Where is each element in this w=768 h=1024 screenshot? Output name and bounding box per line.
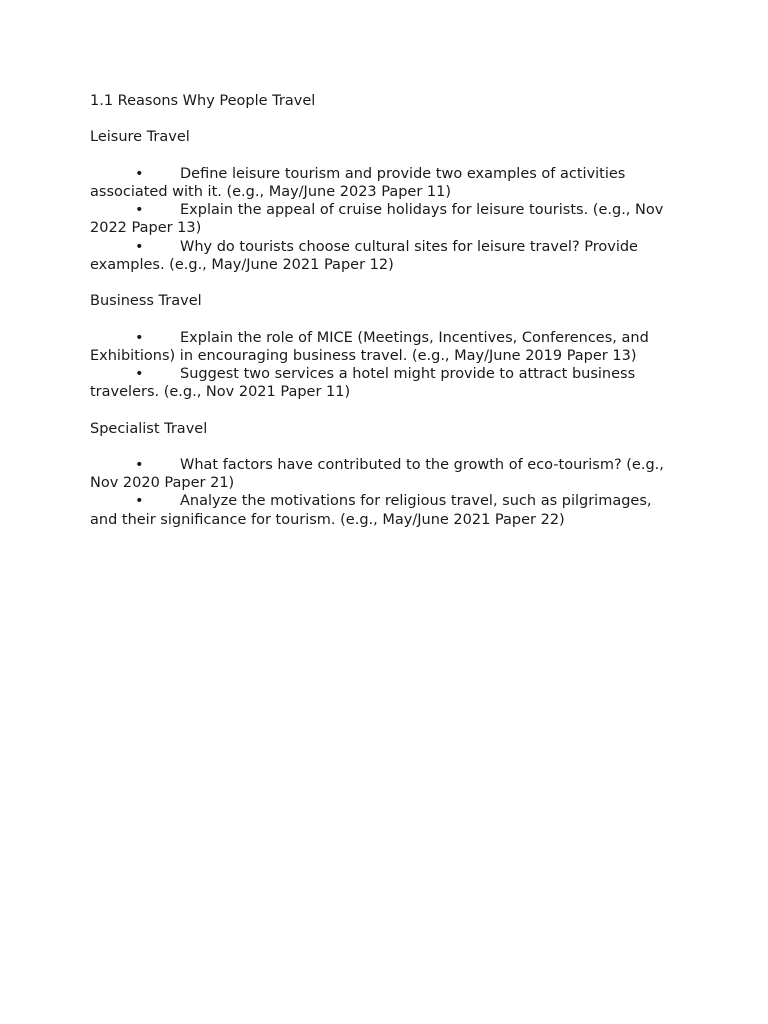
bullet-icon: • <box>135 202 144 219</box>
spacer <box>90 438 680 456</box>
bullet-icon: • <box>135 365 144 382</box>
list-item-text: Explain the appeal of cruise holidays for leisure tourists. (e.g., Nov 2022 Paper 13) <box>90 202 664 237</box>
document-heading: 1.1 Reasons Why People Travel <box>90 93 316 109</box>
section-title-leisure: Leisure Travel <box>90 129 190 146</box>
section-title-business: Business Travel <box>90 293 202 310</box>
spacer <box>90 110 680 128</box>
section-title-specialist: Specialist Travel <box>90 420 208 437</box>
list-item <box>90 492 680 528</box>
bullet-icon: • <box>135 456 144 473</box>
bullet-icon: • <box>135 165 144 182</box>
spacer <box>90 147 680 165</box>
bullet-icon: • <box>135 493 144 510</box>
bullet-icon: • <box>135 238 144 255</box>
list-item-text: Define leisure tourism and provide two examples of activities associated with it. (e.g., May/June 2023 Paper 11) <box>90 165 626 200</box>
list-item-text: Why do tourists choose cultural sites for leisure travel? Provide examples. (e.g., May/June 2021 Paper 12) <box>90 238 638 273</box>
spacer <box>90 274 680 292</box>
bullet-icon: • <box>135 329 144 346</box>
list-item <box>90 201 680 237</box>
list-item-text: Analyze the motivations for religious travel, such as pilgrimages, and their significance for tourism. (e.g., May/June 2021 Paper 22) <box>90 493 652 528</box>
list-item <box>90 165 680 201</box>
document-body <box>90 92 680 529</box>
list-item-text: What factors have contributed to the growth of eco-tourism? (e.g., Nov 2020 Paper 21) <box>90 456 664 492</box>
list-item-text: Explain the role of MICE (Meetings, Incentives, Conferences, and Exhibitions) in encouraging business travel. (e.g., May/June 2019 Paper 13) <box>90 329 649 364</box>
spacer <box>90 401 680 419</box>
list-item <box>90 238 680 274</box>
spacer <box>90 310 680 328</box>
list-item <box>90 365 680 401</box>
list-item <box>90 456 680 492</box>
list-item-text: Suggest two services a hotel might provide to attract business travelers. (e.g., Nov 2021 Paper 11) <box>90 365 636 401</box>
list-item <box>90 329 680 365</box>
